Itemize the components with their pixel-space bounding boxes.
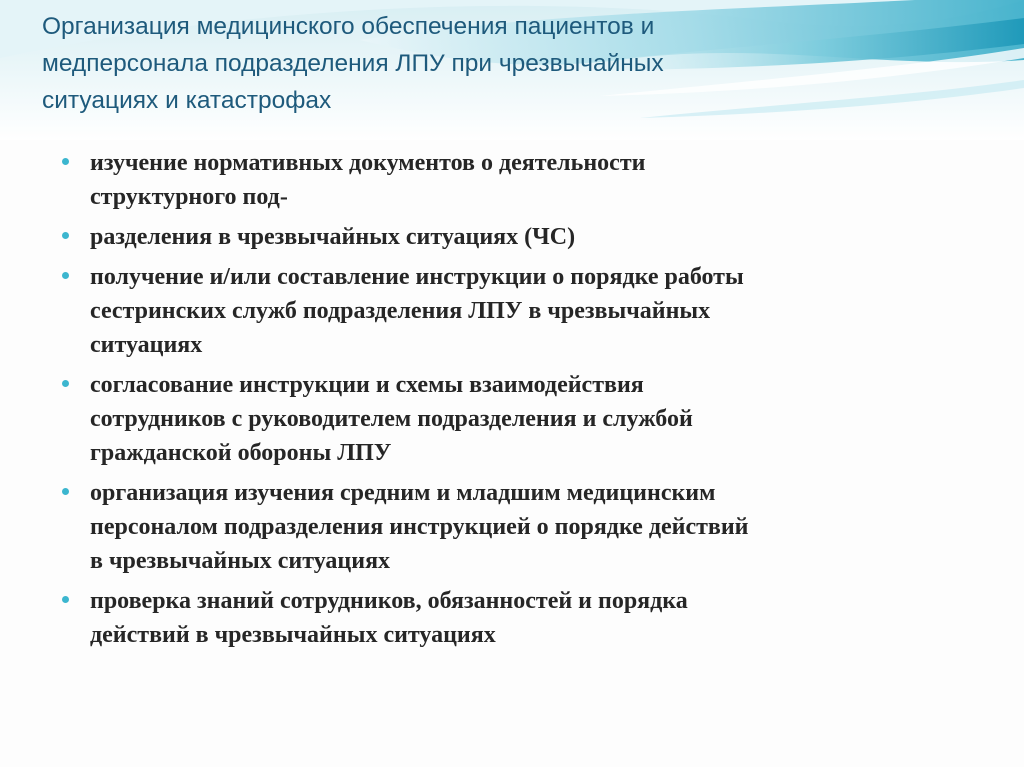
circle-bullet-icon bbox=[62, 596, 69, 603]
title-line: ситуациях и катастрофах bbox=[42, 87, 332, 114]
title-line: медперсонала подразделения ЛПУ при чрезвычайных bbox=[42, 50, 664, 77]
bullet-line: сестринских служб подразделения ЛПУ в чрезвычайных bbox=[90, 298, 711, 324]
bullet-line: согласование инструкции и схемы взаимодействия bbox=[90, 372, 644, 398]
bullet-item bbox=[62, 146, 992, 214]
circle-bullet-icon bbox=[62, 158, 69, 165]
bullet-line: гражданской обороны ЛПУ bbox=[90, 440, 392, 466]
bullet-line: изучение нормативных документов о деятельности bbox=[90, 150, 646, 176]
circle-bullet-icon bbox=[62, 488, 69, 495]
bullet-line: сотрудников с руководителем подразделения и службой bbox=[90, 406, 693, 432]
bullet-line: действий в чрезвычайных ситуациях bbox=[90, 622, 496, 648]
bullet-line: персоналом подразделения инструкцией о порядке действий bbox=[90, 514, 749, 540]
bullet-item bbox=[62, 584, 992, 652]
slide-title bbox=[42, 8, 942, 119]
circle-bullet-icon bbox=[62, 232, 69, 239]
bullet-item bbox=[62, 476, 992, 578]
bullet-line: организация изучения средним и младшим медицинским bbox=[90, 480, 716, 506]
bullet-line: структурного под- bbox=[90, 184, 288, 210]
bullet-line: получение и/или составление инструкции о порядке работы bbox=[90, 264, 744, 290]
circle-bullet-icon bbox=[62, 272, 69, 279]
bullet-line: в чрезвычайных ситуациях bbox=[90, 548, 391, 574]
bullet-item bbox=[62, 368, 992, 470]
circle-bullet-icon bbox=[62, 380, 69, 387]
bullet-line: проверка знаний сотрудников, обязанностей и порядка bbox=[90, 588, 688, 614]
title-line: Организация медицинского обеспечения пациентов и bbox=[42, 13, 655, 40]
bullet-line: ситуациях bbox=[90, 332, 203, 358]
bullet-item bbox=[62, 260, 992, 362]
bullet-item bbox=[62, 220, 992, 254]
bullet-line: разделения в чрезвычайных ситуациях (ЧС) bbox=[90, 224, 576, 250]
bullet-list bbox=[62, 146, 992, 658]
